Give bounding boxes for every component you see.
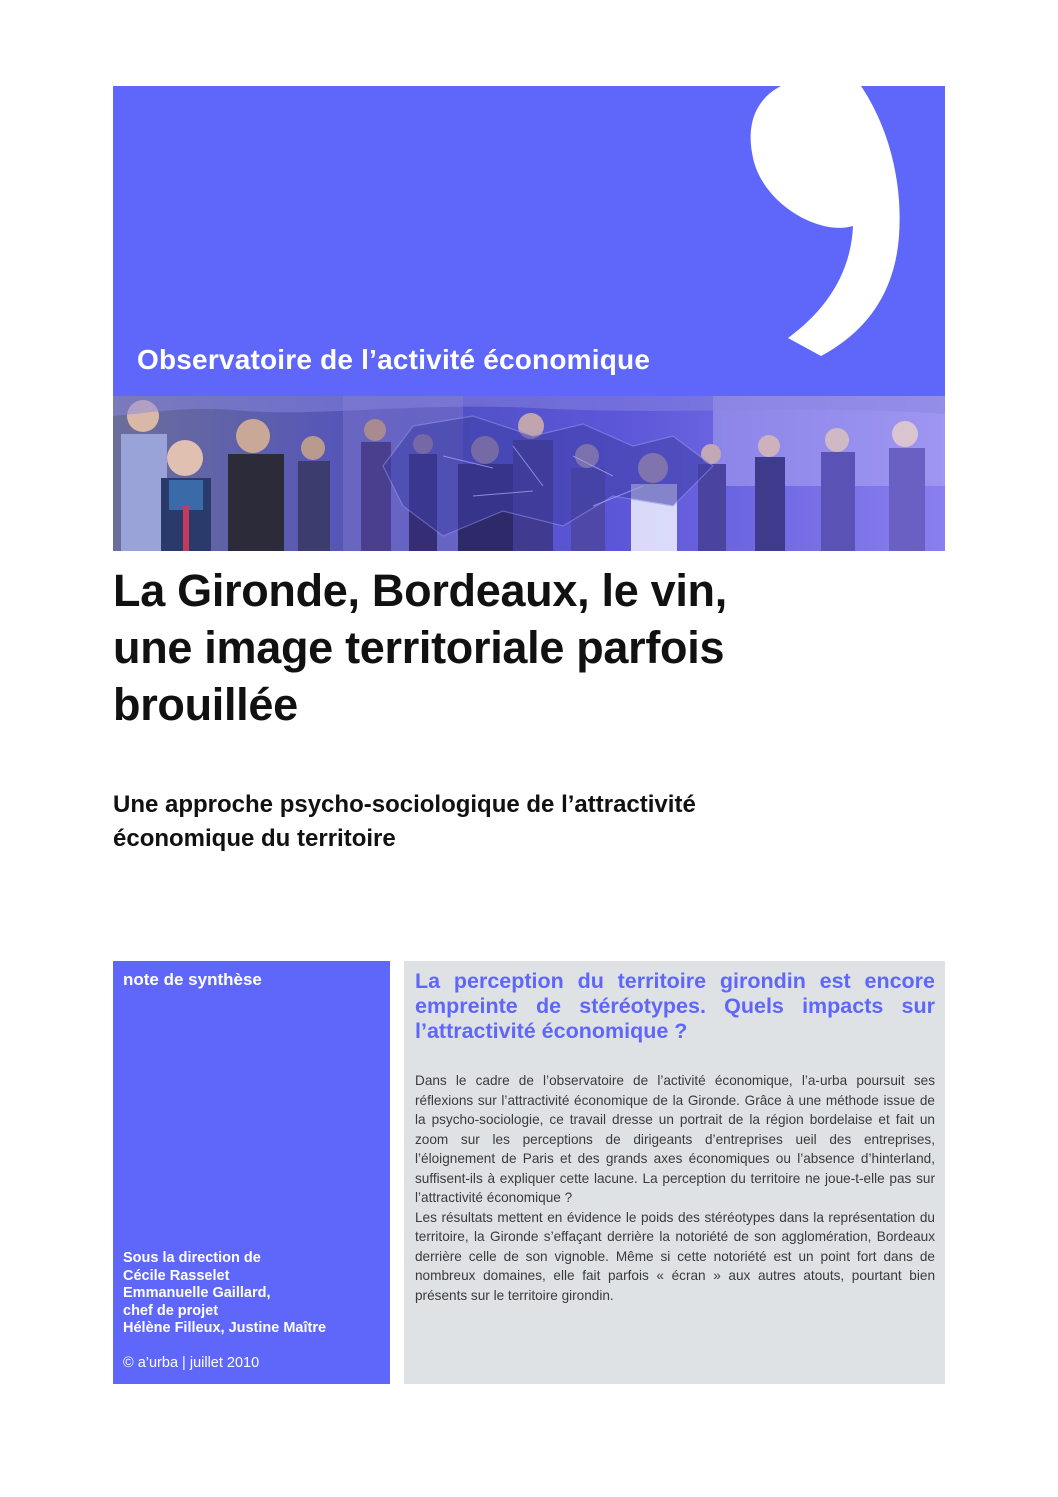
crowd-photo [113, 396, 945, 551]
main-title-line-3: brouillée [113, 679, 298, 730]
subtitle-line-2: économique du territoire [113, 825, 396, 852]
credit-line: chef de projet [123, 1302, 219, 1319]
summary-panel [404, 961, 945, 1384]
credits-block [123, 1250, 326, 1338]
main-title-line-2: une image territoriale parfois [113, 622, 725, 673]
subtitle [113, 788, 943, 856]
credit-line: Hélène Filleux, Justine Maître [123, 1320, 327, 1336]
summary-paragraph-1: Dans le cadre de l’observatoire de l’activité économique, l’a-urba poursuit ses réflexions sur l’attractivité économique de la Gironde. Grâce à une méthode issue de la psycho-sociologie, ce travail dresse un portrait de la région bordelaise et fait un zoom sur les perceptions de dirigeants d’entreprises ueil des entreprises, l’éloignement de Paris et des grands axes économiques ou l’absence d’hinterland, suffisent-ils à expliquer cette lacune. La perception du territoire ne joue-t-elle pas sur l’attractivité économique ? [415, 1073, 935, 1205]
summary-paragraph-2: Les résultats mettent en évidence le poids des stéréotypes dans la représentation du territoire, la Gironde s’effaçant derrière la notoriété de son agglomération, Bordeaux derrière celle de son vignoble. Même si cette notoriété est un point fort dans de nombreux domaines, elle fait parfois « écran » aux autres atouts, pourtant bien présents sur le territoire girondin. [415, 1209, 935, 1303]
subtitle-line-1: Une approche psycho-sociologique de l’attractivité [113, 791, 696, 818]
summary-body [415, 1071, 935, 1305]
crowd-photo-illustration [113, 396, 945, 551]
credit-line: Cécile Rasselet [123, 1267, 230, 1284]
summary-heading: La perception du territoire girondin est encore empreinte de stéréotypes. Quels impacts sur l’attractivité économique ? [415, 969, 935, 1043]
credit-line: Emmanuelle Gaillard, [123, 1285, 271, 1301]
observatoire-heading: Observatoire de l’activité économique [137, 344, 651, 375]
synthesis-sidebar [113, 961, 390, 1384]
credit-line: Sous la direction de [123, 1250, 261, 1266]
header-banner [113, 86, 945, 396]
main-title-line-1: La Gironde, Bordeaux, le vin, [113, 565, 727, 616]
main-title [113, 562, 943, 733]
note-label: note de synthèse [123, 970, 262, 989]
copyright-line: © a’urba | juillet 2010 [123, 1355, 260, 1371]
